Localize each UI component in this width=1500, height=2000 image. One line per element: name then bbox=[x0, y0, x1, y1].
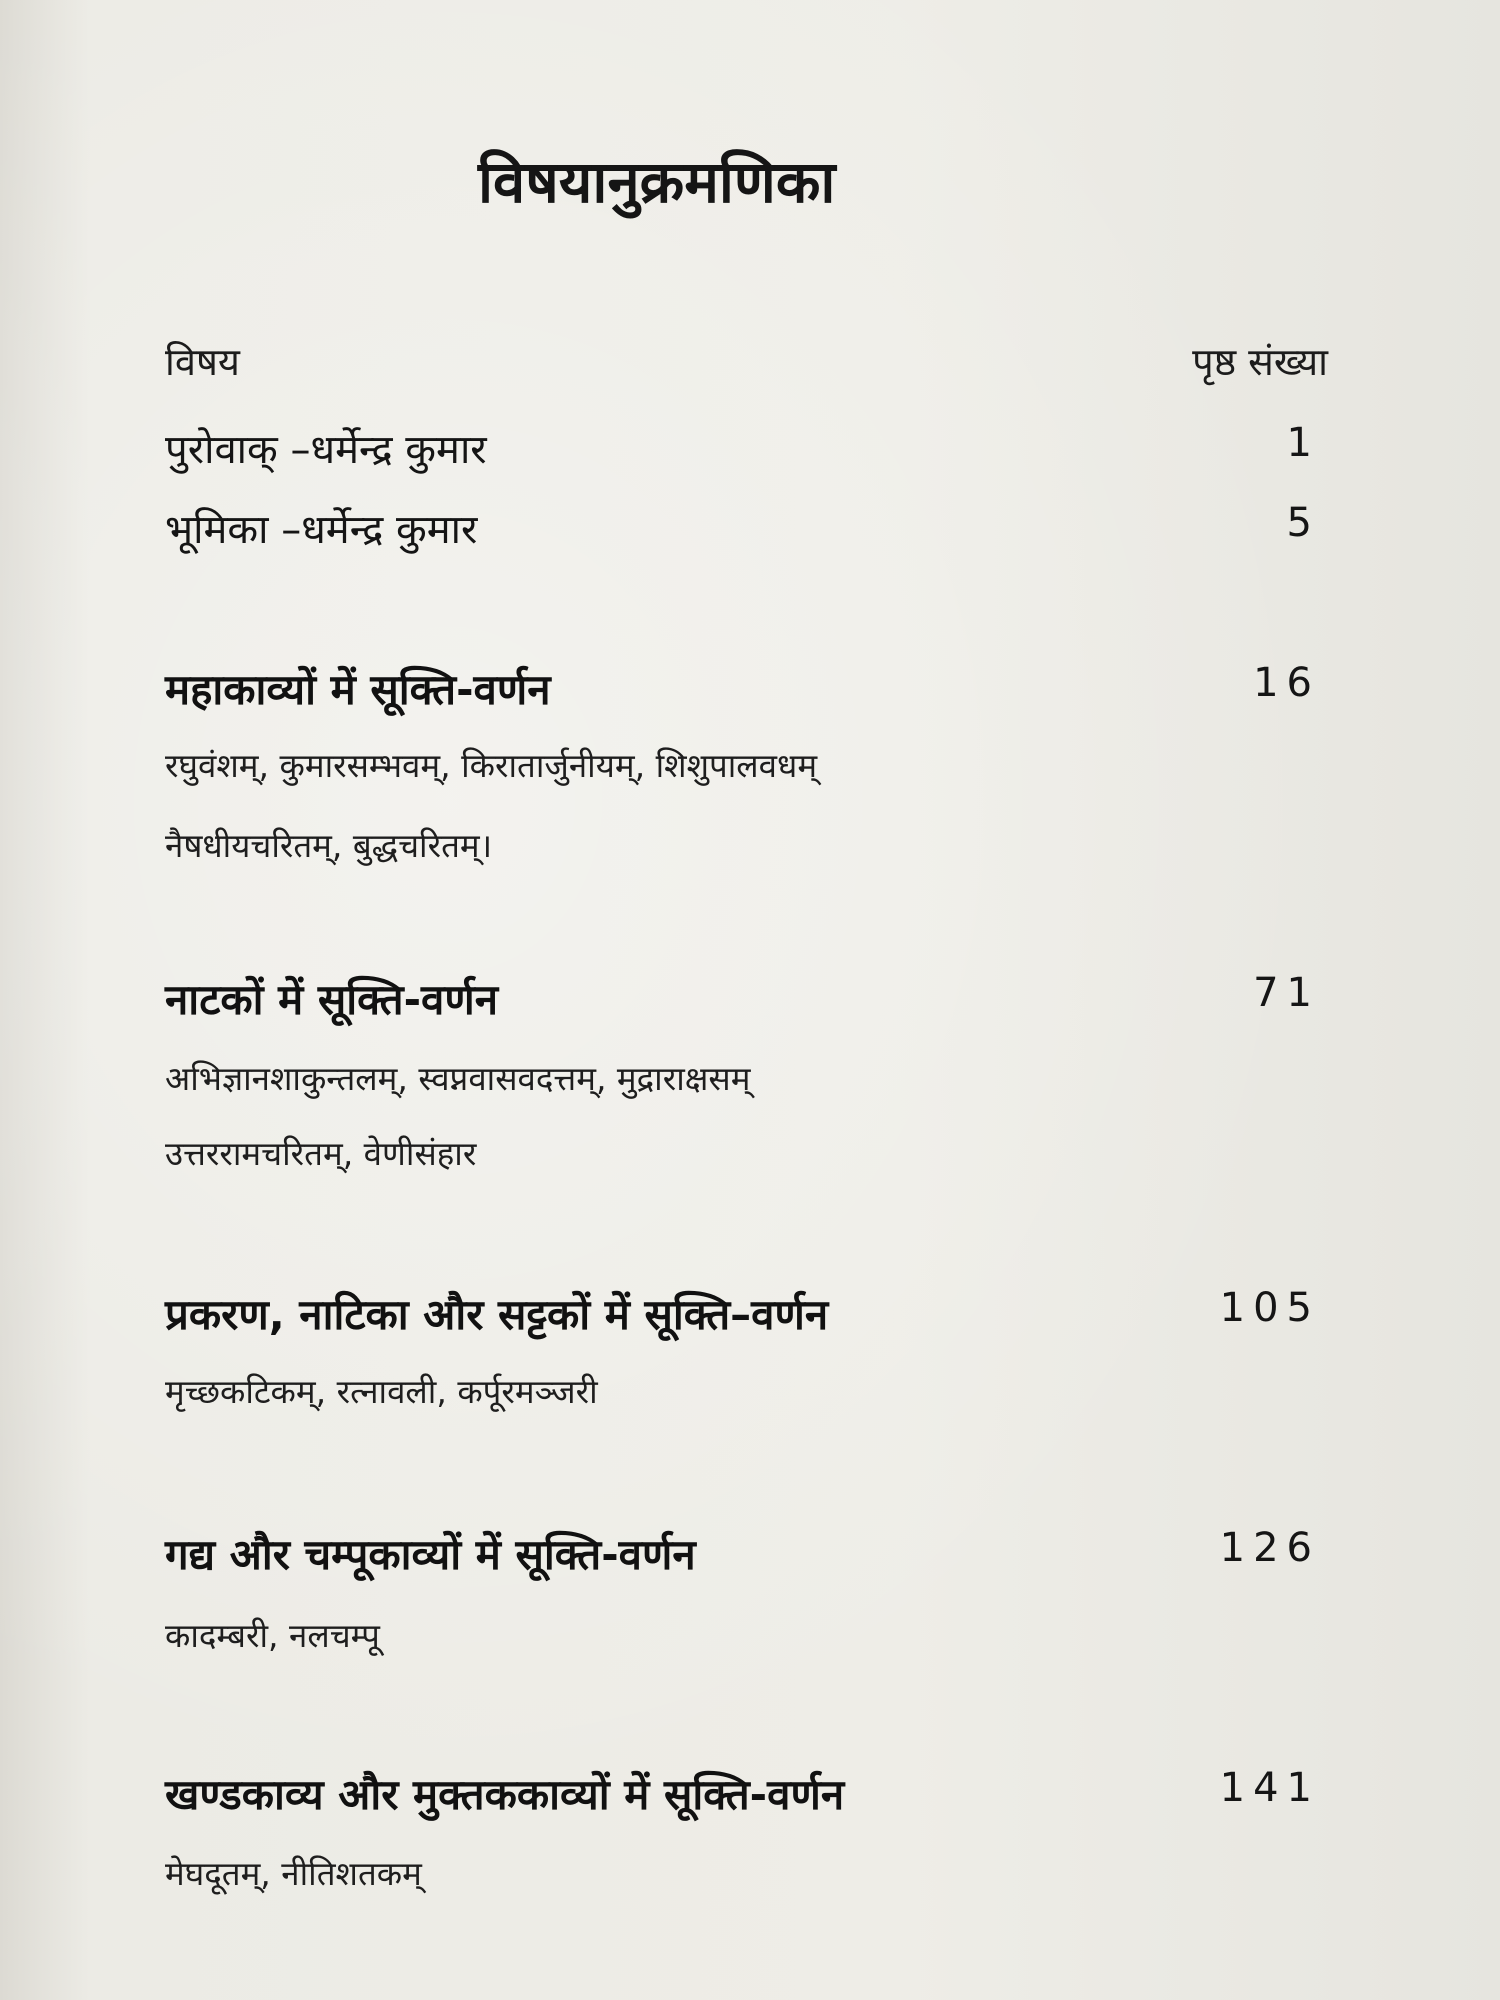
toc-section-works: कादम्बरी, नलचम्पू bbox=[165, 1616, 380, 1655]
toc-section-works: नैषधीयचरितम्, बुद्धचरितम्। bbox=[165, 826, 493, 865]
toc-section-page: 71 bbox=[1253, 970, 1320, 1016]
page-title: विषयानुक्रमणिका bbox=[478, 148, 836, 216]
toc-section-title: नाटकों में सूक्ति-वर्णन bbox=[165, 975, 499, 1024]
toc-section-gadya[interactable] bbox=[165, 1525, 1320, 1581]
toc-section-title: महाकाव्यों में सूक्ति-वर्णन bbox=[165, 665, 551, 714]
toc-entry-introduction[interactable] bbox=[165, 500, 1320, 556]
toc-section-works: उत्तररामचरितम्, वेणीसंहार bbox=[165, 1134, 477, 1173]
toc-section-page: 126 bbox=[1219, 1525, 1320, 1571]
toc-section-works: मृच्छकटिकम्, रत्नावली, कर्पूरमञ्जरी bbox=[165, 1372, 598, 1411]
toc-section-works: अभिज्ञानशाकुन्तलम्, स्वप्नवासवदत्तम्, मुद्राराक्षसम् bbox=[165, 1059, 751, 1098]
page-number-column-header: पृष्ठ संख्या bbox=[1192, 340, 1328, 384]
toc-section-works: मेघदूतम्, नीतिशतकम् bbox=[165, 1854, 422, 1893]
toc-section-page: 105 bbox=[1219, 1285, 1320, 1331]
toc-entry-preface[interactable] bbox=[165, 420, 1320, 476]
toc-section-page: 141 bbox=[1219, 1765, 1320, 1811]
toc-section-mahakavya[interactable] bbox=[165, 660, 1320, 716]
toc-entry-page: 5 bbox=[1286, 500, 1320, 546]
toc-section-page: 16 bbox=[1253, 660, 1320, 706]
subject-column-header: विषय bbox=[165, 340, 240, 384]
toc-section-natak[interactable] bbox=[165, 970, 1320, 1026]
toc-section-title: गद्य और चम्पूकाव्यों में सूक्ति-वर्णन bbox=[165, 1530, 696, 1579]
toc-section-title: खण्डकाव्य और मुक्तककाव्यों में सूक्ति-वर्णन bbox=[165, 1770, 845, 1819]
toc-section-title: प्रकरण, नाटिका और सट्टकों में सूक्ति–वर्णन bbox=[165, 1290, 829, 1339]
toc-entry-label: भूमिका –धर्मेन्द्र कुमार bbox=[165, 507, 478, 553]
toc-section-works: रघुवंशम्, कुमारसम्भवम्, किरातार्जुनीयम्, शिशुपालवधम् bbox=[165, 746, 818, 785]
toc-section-prakaran[interactable] bbox=[165, 1285, 1320, 1341]
toc-entry-label: पुरोवाक् –धर्मेन्द्र कुमार bbox=[165, 427, 487, 473]
toc-entry-page: 1 bbox=[1286, 420, 1320, 466]
toc-section-khandkavya[interactable] bbox=[165, 1765, 1320, 1821]
